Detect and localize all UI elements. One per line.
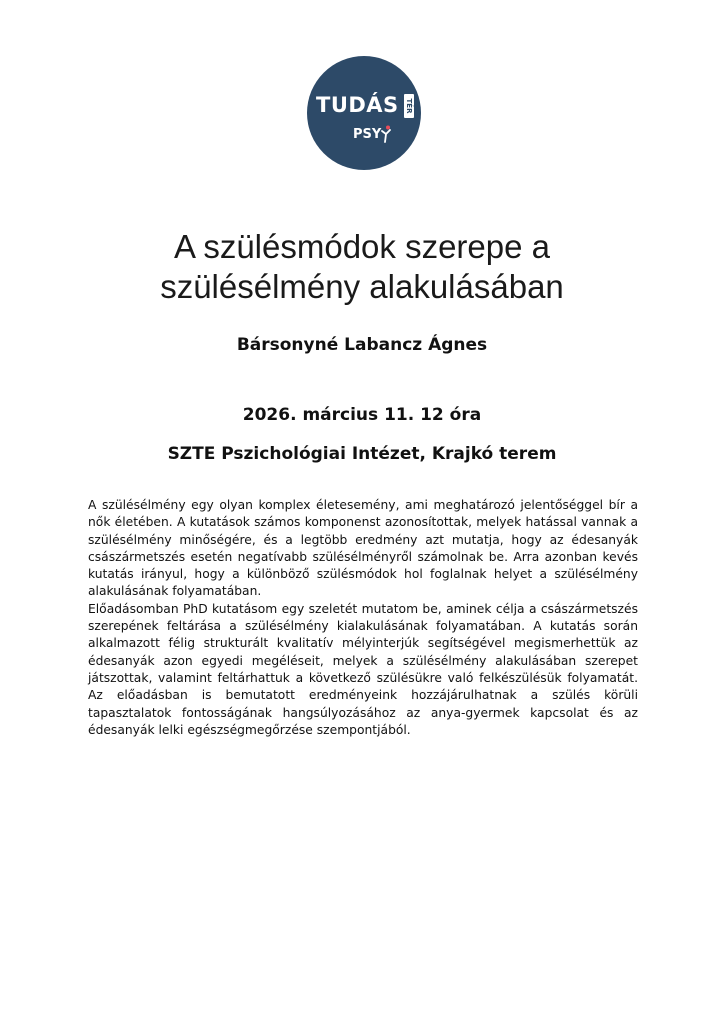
abstract-paragraph-1: A szülésélmény egy olyan komplex életesemény, ami meghatározó jelentőséggel bír a nők életében. A kutatások számos komponenst azonosítottak, melyek hatással vannak a szülésélmény minőségére, és a legtöbb eredmény azt mutatja, hogy az édesanyák császármetszés esetén negatívabb szülésélményről számolnak be. Arra azonban kevés kutatás irányul, hogy a különböző szülésmódok hol foglalnak helyet a szülésélmény alakulásának folyamatában.: [88, 498, 638, 599]
abstract: [88, 497, 638, 739]
title-line-2: szülésélmény alakulásában: [160, 268, 564, 305]
lecture-title: [0, 227, 724, 307]
person-figure-icon: [380, 125, 392, 143]
logo-tab-text: TÉR: [405, 98, 413, 114]
logo-sub: PSY: [353, 127, 382, 142]
event-date: 2026. március 11. 12 óra: [242, 405, 482, 425]
logo-word: TUDÁS: [316, 93, 399, 117]
logo-tab: [404, 94, 414, 118]
title-line-1: A szülésmódok szerepe a: [173, 228, 551, 265]
abstract-paragraph-2: Előadásomban PhD kutatásom egy szeletét mutatom be, aminek célja a császármetszés szerepének feltárása a szülésélmény kialakulásának folyamatában. A kutatás során alkalmazott félig strukturált kvalitatív mélyinterjúk segítségével megismerhettük az édesanyák azon egyedi megéléseit, melyek a szülésélmény alakulásában szerepet játszottak, valamint feltárhattuk a következő szülésükre való felkészülésük folyamatát. Az előadásban is bemutatott eredményeink hozzájárulhatnak a szülés körüli tapasztalatok fontosságának hangsúlyozásához az anya-gyermek kapcsolat és az édesanyák lelki egészségmegőrzése szempontjából.: [88, 601, 638, 737]
author-name: Bársonyné Labancz Ágnes: [236, 335, 488, 355]
tudaster-psy-logo: [307, 56, 421, 170]
event-venue: SZTE Pszichológiai Intézet, Krajkó terem: [167, 444, 557, 464]
